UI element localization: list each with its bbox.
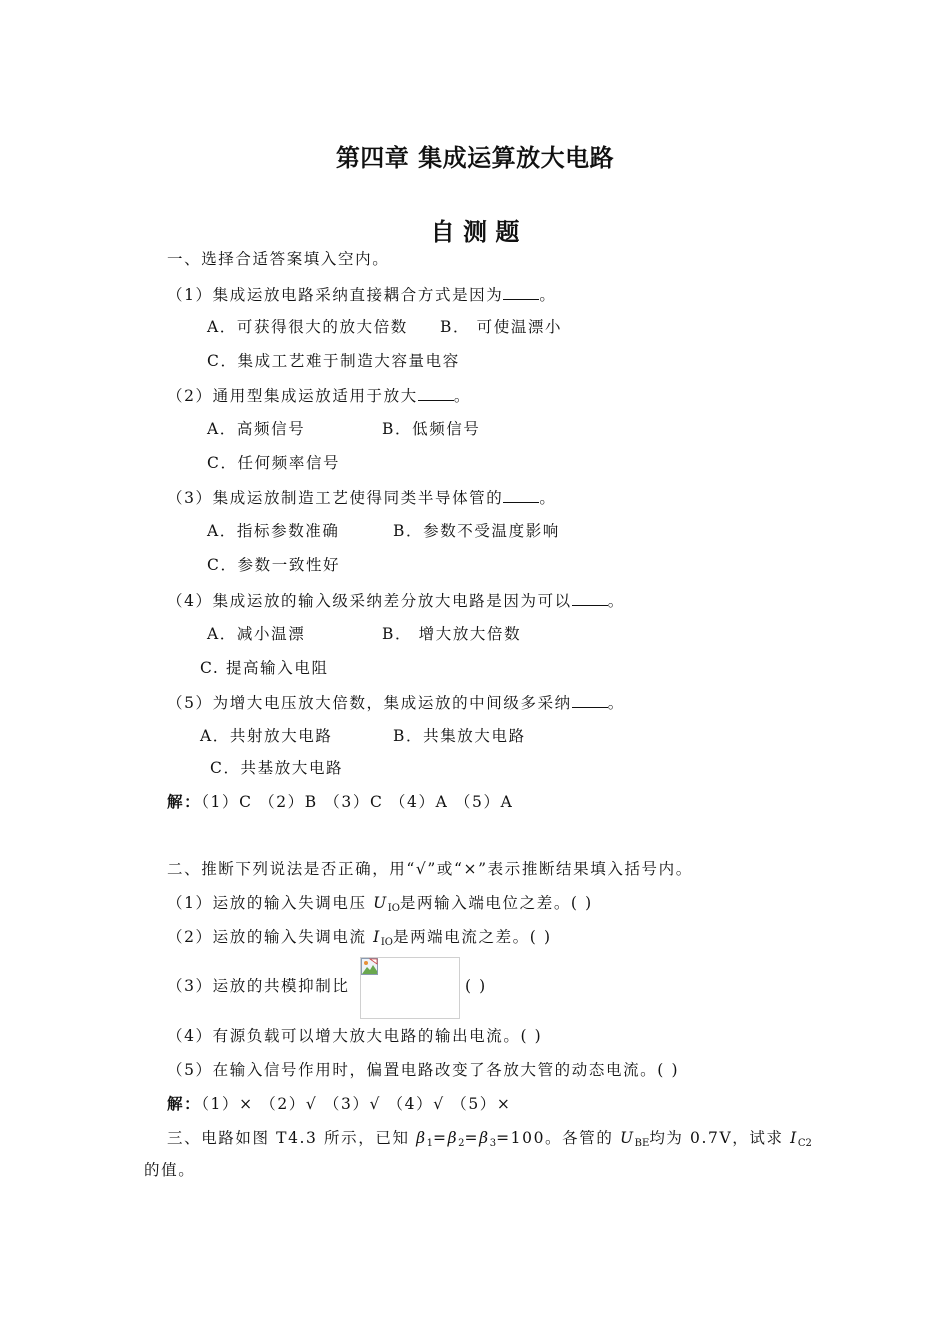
section2-heading: 二、推断下列说法是否正确，用“√”或“×”表示推断结果填入括号内。: [167, 860, 693, 878]
section1-heading: 一、选择合适答案填入空内。: [167, 250, 390, 268]
question-1-3: （3）集成运放制造工艺使得同类半导体管的 。: [167, 489, 557, 507]
option-1-5-a: A．共射放大电路: [200, 727, 333, 745]
option-1-3-a: A．指标参数准确: [207, 522, 340, 540]
answer-label: 解：: [167, 793, 202, 811]
option-1-4-c: C. 提高输入电阻: [200, 659, 329, 677]
option-1-2-a: A．高频信号: [207, 420, 306, 438]
question-1-1: （1）集成运放电路采纳直接耦合方式是因为 。: [167, 286, 557, 304]
question-2-3-stem: （3）运放的共模抑制比: [167, 977, 350, 995]
missing-formula-image: [360, 957, 460, 1019]
answer-label: 解：: [167, 1095, 202, 1113]
option-1-1-b: B． 可使温漂小: [440, 318, 563, 336]
question-1-2: （2）通用型集成运放适用于放大 。: [167, 387, 471, 405]
option-1-5-b: B．共集放大电路: [393, 727, 526, 745]
option-1-3-c: C．参数一致性好: [207, 556, 341, 574]
section2-answer: 解：（1）× （2）√ （3）√ （4）√ （5）×: [167, 1095, 512, 1113]
question-1-4: （4）集成运放的输入级采纳差分放大电路是因为可以 。: [167, 592, 625, 610]
question-2-4: （4）有源负载可以增大放大电路的输出电流。( ): [167, 1027, 543, 1045]
question-1-5: （5）为增大电压放大倍数，集成运放的中间级多采纳 。: [167, 694, 625, 712]
option-1-1-a: A．可获得很大的放大倍数: [207, 318, 408, 336]
option-1-3-b: B．参数不受温度影响: [393, 522, 560, 540]
option-1-4-b: B． 增大放大倍数: [382, 625, 522, 643]
question-2-2: （2）运放的输入失调电流 $I_{IO}$是两端电流之差。( ): [167, 928, 552, 948]
option-1-2-c: C．任何频率信号: [207, 454, 341, 472]
question-2-1: （1）运放的输入失调电压 $U_{IO}$是两输入端电位之差。( ): [167, 894, 593, 914]
option-1-4-a: A．减小温漂: [207, 625, 306, 643]
answer-blank: [572, 593, 608, 606]
section1-answer: 解：（1）C （2）B （3）C （4）A （5）A: [167, 793, 514, 811]
answer-blank: [503, 490, 539, 503]
answer-blank: [503, 287, 539, 300]
broken-image-icon: [361, 958, 378, 975]
question-2-5: （5）在输入信号作用时，偏置电路改变了各放大管的动态电流。( ): [167, 1061, 680, 1079]
option-1-1-c: C．集成工艺难于制造大容量电容: [207, 352, 460, 370]
section3-problem-line2: 的值。: [144, 1161, 196, 1179]
answer-blank: [418, 388, 454, 401]
answer-blank: [572, 695, 608, 708]
option-1-5-c: C．共基放大电路: [210, 759, 344, 777]
question-2-3-bracket: ( ): [465, 977, 487, 995]
section3-problem-line1: 三、电路如图 T4.3 所示，已知 $\beta_1=\beta_2=\beta_3=100$。各管的 $U_{BE}$均为 0.7V，试求 $I_{C2}$: [167, 1129, 812, 1149]
page-title: 第四章 集成运算放大电路: [335, 144, 615, 172]
option-1-2-b: B．低频信号: [382, 420, 481, 438]
section-subtitle: 自 测 题: [430, 218, 520, 246]
